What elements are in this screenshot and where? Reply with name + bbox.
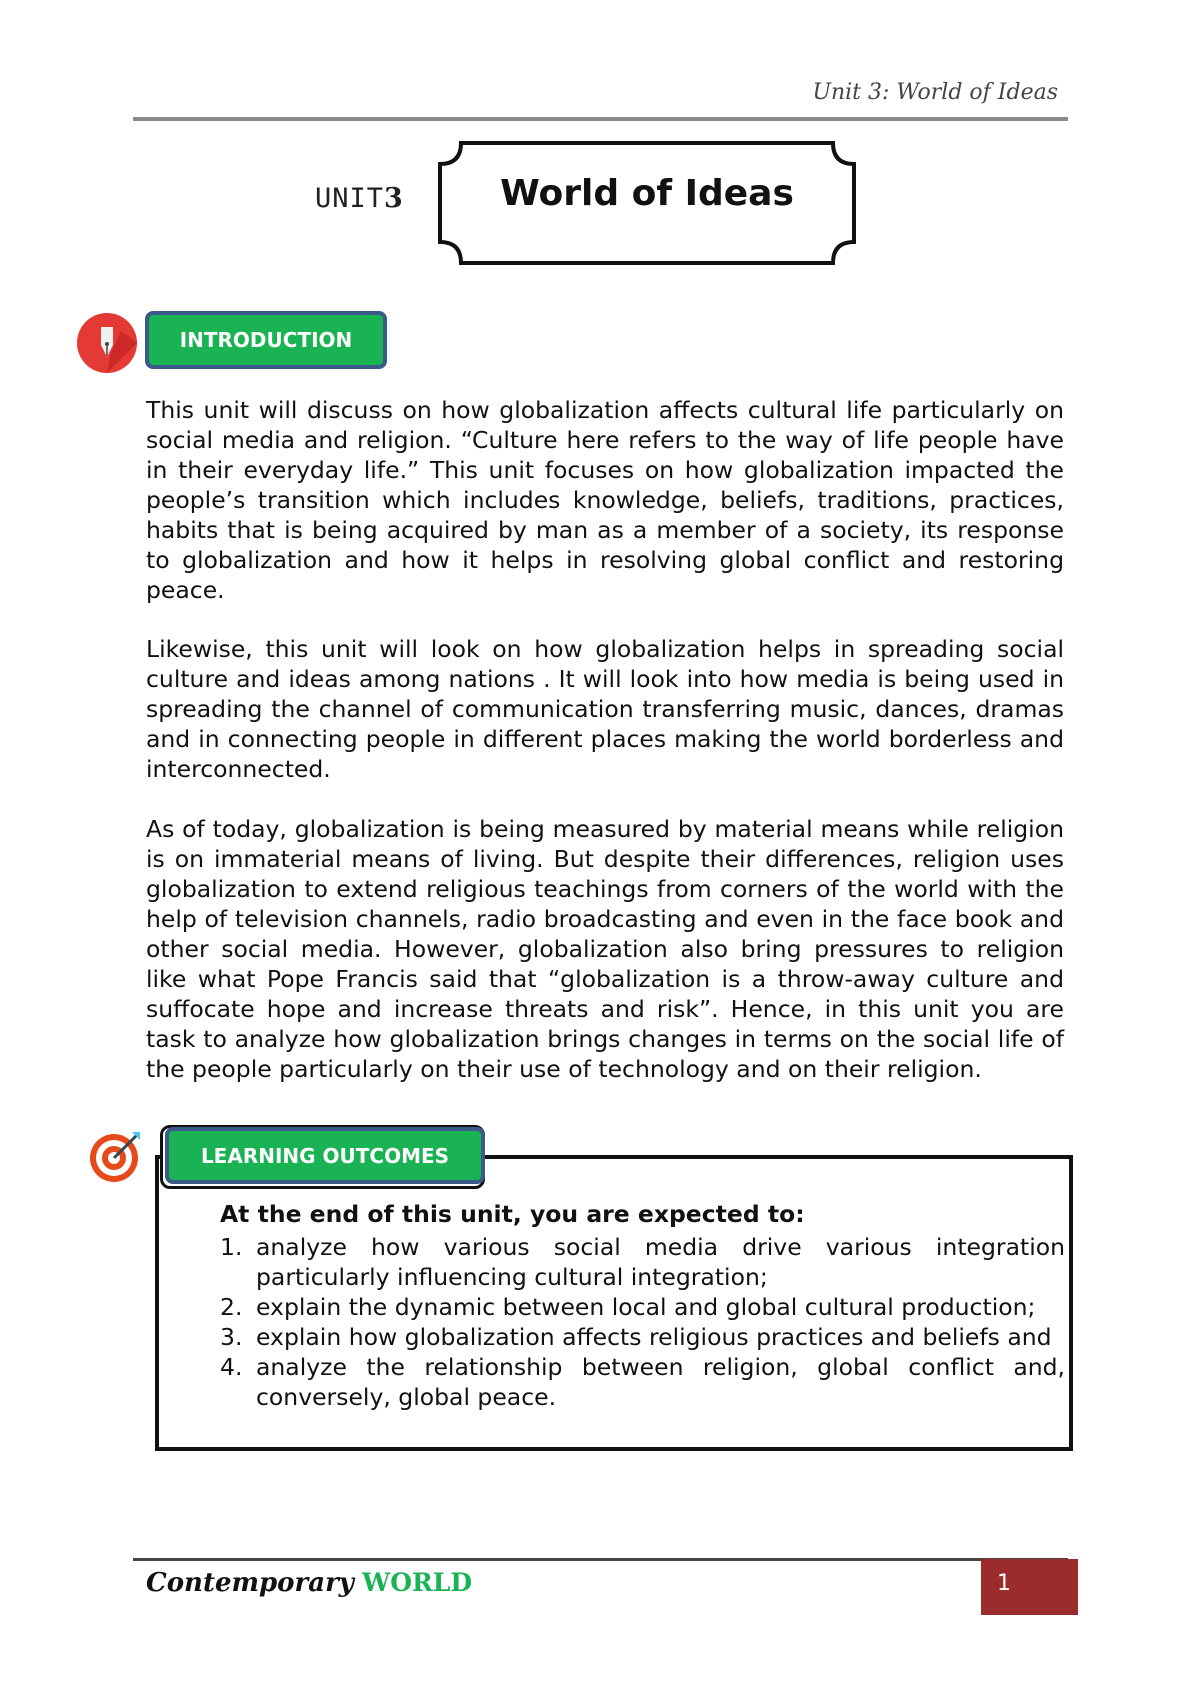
footer-brand [146,1568,472,1598]
list-item [220,1232,1065,1292]
list-item [220,1292,1065,1322]
fountain-pen-icon [77,313,137,373]
learning-outcomes-list [220,1232,1065,1412]
introduction-heading: INTRODUCTION [145,311,387,369]
list-item [220,1322,1065,1352]
list-text: analyze the relationship between religion, global conflict and, conversely, global peace. [256,1353,1065,1411]
fountain-pen-glyph [77,313,137,373]
list-item [220,1352,1065,1412]
footer-brand-word: WORLD [362,1568,473,1597]
list-number: 2. [220,1293,243,1321]
list-number: 4. [220,1353,243,1381]
unit-title: World of Ideas [500,173,794,214]
page-number: 1 [981,1559,1078,1615]
unit-label [315,183,404,214]
unit-number: 3 [384,183,404,214]
list-text: explain how globalization affects religious practices and beliefs and [256,1323,1052,1351]
intro-paragraph-1: This unit will discuss on how globalization affects cultural life particularly on social media and religion. “Culture here refers to the way of life people have in their everyday life.” This unit focuses on how globalization impacted the people’s transition which includes knowledge, beliefs, traditions, practices, habits that is being acquired by man as a member of a society, its response to globalization and how it helps in resolving global conflict and restoring peace. [146,396,1064,604]
list-text: analyze how various social media drive various integration particularly influencing cultural integration; [256,1233,1065,1291]
learning-outcomes-heading: LEARNING OUTCOMES [165,1127,485,1184]
intro-paragraph-3: As of today, globalization is being measured by material means while religion is on immaterial means of living. But despite their differences, religion uses globalization to extend religious teachings from corners of the world with the help of television channels, radio broadcasting and even in the face book and other social media. However, globalization also bring pressures to religion like what Pope Francis said that “globalization is a throw-away culture and suffocate hope and increase threats and risk”. Hence, in this unit you are task to analyze how globalization brings changes in terms on the social life of the people particularly on their use of technology and on their religion. [146,815,1064,1083]
intro-paragraph-2: Likewise, this unit will look on how globalization helps in spreading social culture and ideas among nations . It will look into how media is being used in spreading the channel of communication transferring music, dances, dramas and in connecting people in different places making the world borderless and interconnected. [146,635,1064,783]
footer-rule [133,1558,1068,1561]
target-icon [88,1128,144,1184]
header-rule [133,117,1068,121]
running-header: Unit 3: World of Ideas [812,80,1058,105]
list-number: 1. [220,1233,243,1261]
list-number: 3. [220,1323,243,1351]
learning-outcomes-lead: At the end of this unit, you are expected to: [220,1200,805,1228]
list-text: explain the dynamic between local and global cultural production; [256,1293,1036,1321]
footer-brand-script: Contemporary [146,1568,354,1598]
unit-word: UNIT [315,183,385,214]
